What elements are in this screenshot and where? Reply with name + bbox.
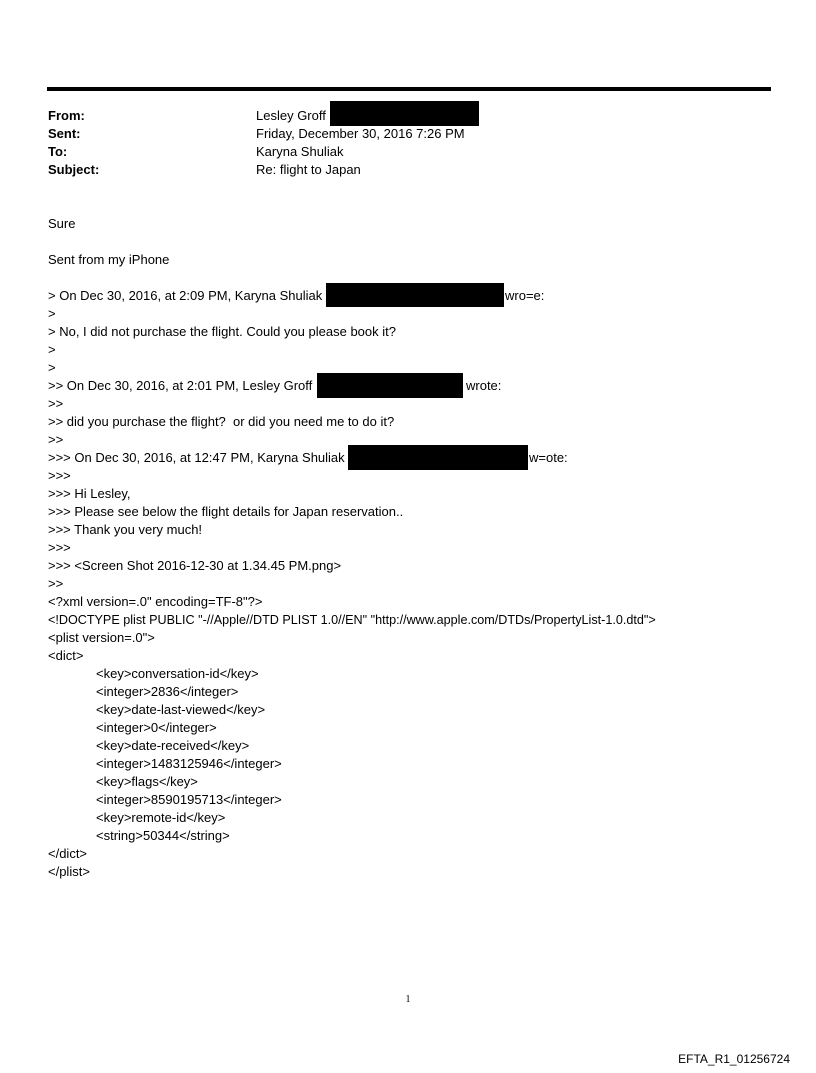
xml-line: <key>date-received</key>: [96, 738, 250, 753]
quote-line: >>> Please see below the flight details for Japan reservation..: [48, 504, 404, 519]
xml-line: </plist>: [48, 864, 90, 879]
quote-line: >: [48, 306, 56, 321]
quote-line: >>: [48, 396, 64, 411]
xml-line: <dict>: [48, 648, 84, 663]
xml-line: <string>50344</string>: [96, 828, 230, 843]
redaction-box: [330, 101, 479, 126]
redaction-box: [348, 445, 528, 470]
quote-line: >>> Hi Lesley,: [48, 486, 131, 501]
quote-line: >: [48, 360, 56, 375]
xml-line: <integer>2836</integer>: [96, 684, 239, 699]
quote-line: >>: [48, 432, 64, 447]
quote-line: >>>: [48, 540, 71, 555]
xml-line: <integer>1483125946</integer>: [96, 756, 282, 771]
from-value: Lesley Groff: [256, 108, 326, 123]
quote-line: >>>: [48, 468, 71, 483]
subject-label: Subject:: [48, 162, 100, 177]
quote-line: >>> On Dec 30, 2016, at 12:47 PM, Karyna Shuliak: [48, 450, 345, 465]
quote-line: >: [48, 342, 56, 357]
quote-line: >>> <Screen Shot 2016-12-30 at 1.34.45 PM.png>: [48, 558, 342, 573]
xml-line: <!DOCTYPE plist PUBLIC "-//Apple//DTD PLIST 1.0//EN" "http://www.apple.com/DTDs/PropertyList-1.0.dtd">: [48, 613, 656, 627]
page-number: 1: [405, 994, 411, 1005]
xml-line: <key>conversation-id</key>: [96, 666, 259, 681]
body-line: Sure: [48, 216, 76, 231]
xml-line: <integer>8590195713</integer>: [96, 792, 282, 807]
quote-line-tail: wrote:: [466, 378, 502, 393]
quote-line: >> On Dec 30, 2016, at 2:01 PM, Lesley Groff: [48, 378, 313, 393]
bates-number: EFTA_R1_01256724: [678, 1052, 790, 1066]
quote-line: >> did you purchase the flight? or did you need me to do it?: [48, 414, 395, 429]
header-rule: [47, 87, 771, 91]
xml-line: <integer>0</integer>: [96, 720, 217, 735]
quote-line-tail: w=ote:: [529, 450, 568, 465]
quote-line: >>> Thank you very much!: [48, 522, 203, 537]
quote-line-tail: wro=e:: [505, 288, 545, 303]
xml-line: <key>flags</key>: [96, 774, 198, 789]
subject-value: Re: flight to Japan: [256, 162, 361, 177]
xml-line: <plist version=.0">: [48, 630, 155, 645]
sent-label: Sent:: [48, 126, 81, 141]
from-label: From:: [48, 108, 85, 123]
xml-line: </dict>: [48, 846, 88, 861]
redaction-box: [317, 373, 463, 398]
body-line: Sent from my iPhone: [48, 252, 170, 267]
to-label: To:: [48, 144, 68, 159]
sent-value: Friday, December 30, 2016 7:26 PM: [256, 126, 465, 141]
redaction-box: [326, 283, 504, 307]
quote-line: > No, I did not purchase the flight. Could you please book it?: [48, 324, 396, 339]
xml-line: <key>date-last-viewed</key>: [96, 702, 266, 717]
quote-line: > On Dec 30, 2016, at 2:09 PM, Karyna Shuliak: [48, 288, 323, 303]
to-value: Karyna Shuliak: [256, 144, 344, 159]
quote-line: >>: [48, 576, 64, 591]
xml-line: <key>remote-id</key>: [96, 810, 226, 825]
xml-line: <?xml version=.0" encoding=TF-8"?>: [48, 594, 263, 609]
